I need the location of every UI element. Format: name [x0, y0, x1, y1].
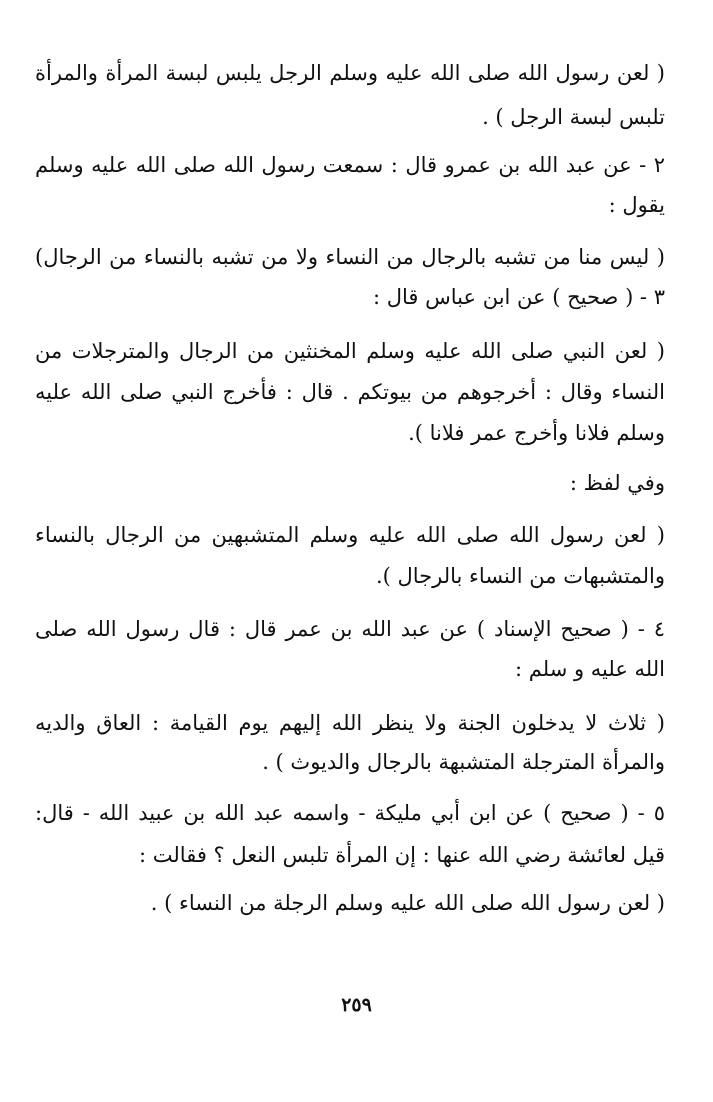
text-line: الله عليه و سلم :: [515, 657, 665, 681]
text-line: ( لعن رسول الله صلى الله عليه وسلم الرجلة من النساء ) .: [150, 891, 665, 915]
text-line: ٤ - ( صحيح الإسناد ) عن عبد الله بن عمر قال : قال رسول الله صلى: [35, 617, 665, 641]
text-line: ( لعن رسول الله صلى الله عليه وسلم المتشبهين من الرجال بالنساء: [35, 523, 665, 547]
text-line: ( لعن النبي صلى الله عليه وسلم المخنثين من الرجال والمترجلات من: [35, 339, 665, 363]
text-line: قيل لعائشة رضي الله عنها : إن المرأة تلبس النعل ؟ فقالت :: [139, 843, 665, 867]
text-line: والمرأة المترجلة المتشبهة بالرجال والديوث ) .: [262, 750, 665, 774]
text-line: ٢ - عن عبد الله بن عمرو قال : سمعت رسول الله صلى الله عليه وسلم: [35, 153, 665, 177]
text-line: ٣ - ( صحيح ) عن ابن عباس قال :: [373, 285, 665, 309]
text-line: ٥ - ( صحيح ) عن ابن أبي مليكة - واسمه عبد الله بن عبيد الله - قال:: [35, 801, 665, 825]
text-line: وفي لفظ :: [569, 471, 665, 495]
text-line: النساء وقال : أخرجوهم من بيوتكم . قال : فأخرج النبي صلى الله عليه: [35, 380, 665, 404]
text-line: وسلم فلانا وأخرج عمر فلانا ).: [408, 421, 665, 445]
text-line: والمتشبهات من النساء بالرجال ).: [375, 564, 665, 588]
text-line: ( لعن رسول الله صلى الله عليه وسلم الرجل يلبس لبسة المرأة والمرأة: [35, 61, 665, 85]
page-number: ٢٥٩: [341, 994, 372, 1016]
text-line: يقول :: [608, 193, 665, 217]
text-line: ( ثلاث لا يدخلون الجنة ولا ينظر الله إليهم يوم القيامة : العاق والديه: [35, 711, 665, 735]
text-line: ( ليس منا من تشبه بالرجال من النساء ولا من تشبه بالنساء من الرجال): [35, 245, 665, 269]
text-line: تلبس لبسة الرجل ) .: [482, 105, 665, 129]
